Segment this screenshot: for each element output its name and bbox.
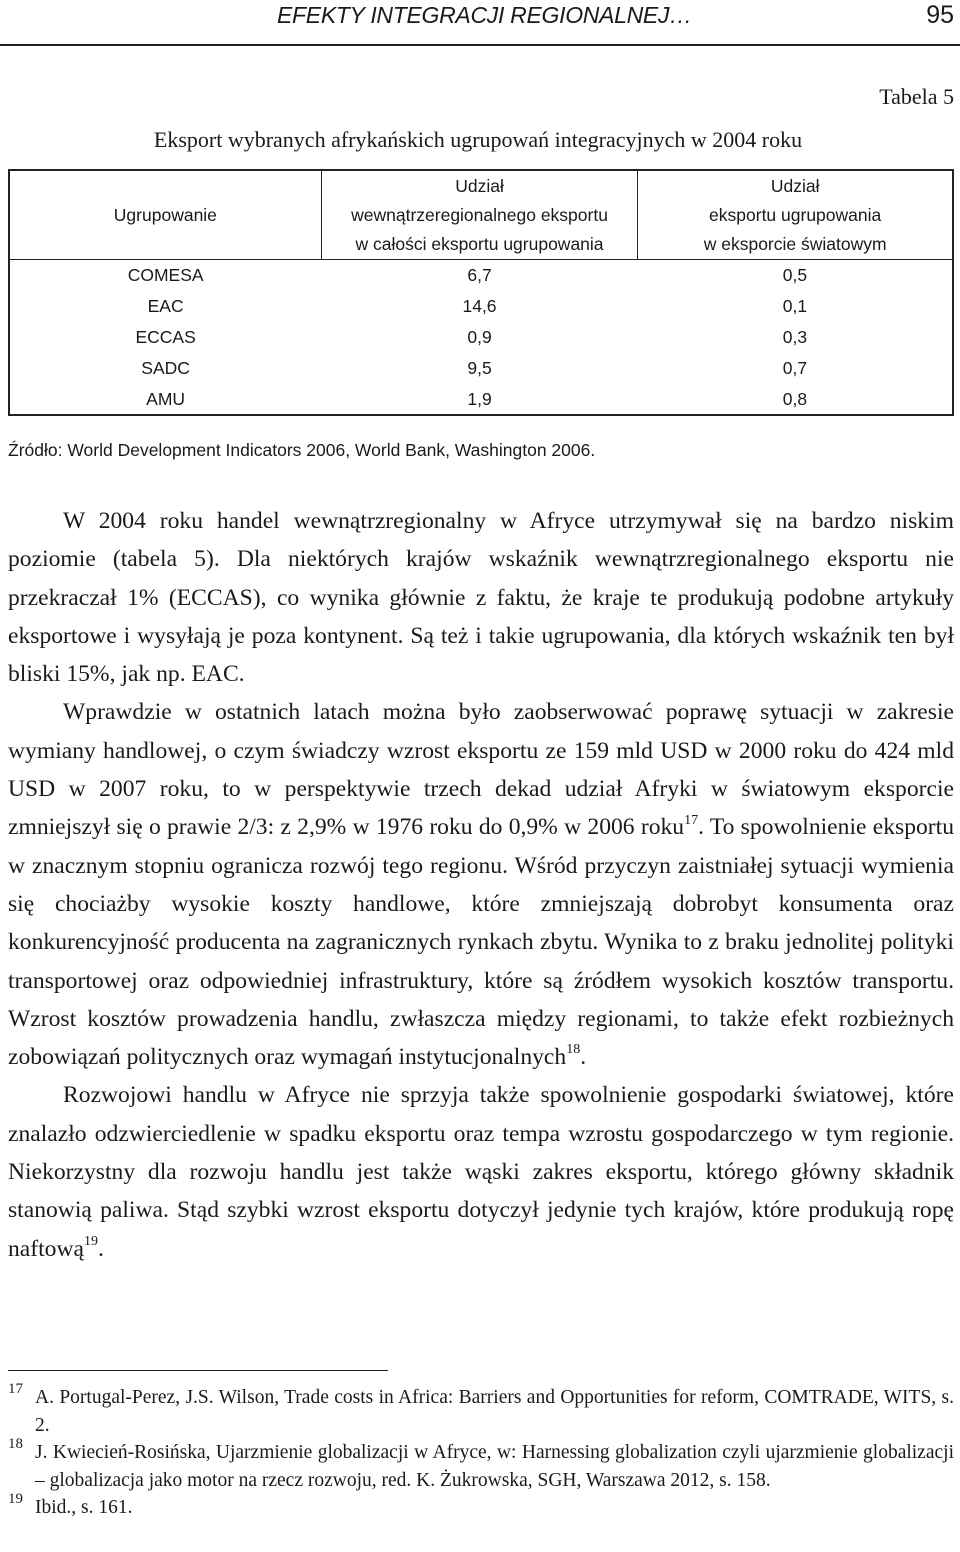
footnote-ref[interactable]: 19: [84, 1233, 98, 1249]
column-header-group: [9, 170, 321, 260]
table-cell: 0,3: [782, 326, 808, 347]
table-row: [9, 383, 953, 415]
table-title-text: Eksport wybranych afrykańskich ugrupowań integracyjnych w 2004 roku: [153, 127, 803, 152]
table-source: Źródło: World Development Indicators 2006, World Bank, Washington 2006.: [8, 440, 596, 460]
table-row: [9, 322, 953, 353]
footnote-text: A. Portugal-Perez, J.S. Wilson, Trade costs in Africa: Barriers and Opportunities for reform, COMTRADE, WITS, s. 2.: [35, 1387, 954, 1436]
table-cell: 0,1: [782, 296, 808, 317]
paragraph-text: .: [580, 1044, 587, 1071]
footnote: [8, 1381, 954, 1439]
column-header-world-share: [638, 170, 953, 260]
page-number: 95: [926, 1, 954, 29]
paragraph: [8, 693, 954, 1076]
footnote: [8, 1491, 954, 1522]
table-cell: 1,9: [467, 388, 492, 409]
table-cell: SADC: [141, 357, 190, 378]
table-cell: ECCAS: [135, 326, 196, 347]
paragraph-text: W 2004 roku handel wewnątrzregionalny w Afryce utrzymywał się na bardzo niskim poziomie (tabela 5). Dla niektórych krajów wskaźnik wewnątrzregionalnego eksportu nie przekraczał 1% (ECCAS), co wynika głównie z faktu, że kraje te produkują podobne artykuły eksportowe i wysyłają je poza kontynent. Są też i takie ugrupowania, dla których wskaźnik ten był bliski 15%, jak np. EAC.: [8, 508, 954, 688]
table-cell: 0,5: [782, 265, 808, 286]
footnote-ref[interactable]: 17: [684, 812, 699, 828]
column-header-line: Udział: [455, 175, 504, 196]
paragraph-text: . To spowolnienie eksportu w znacznym stopniu ogranicza rozwój tego regionu. Wśród przyczyn zaistniałej sytuacji wymienia się chociażby wysokie koszty handlowe, które zmniejszają dobrobyt konsumenta oraz konkurencyjność producenta na zagranicznych rynkach zbytu. Wynika to z braku jednolitej polityki transportowej oraz odpowiedniej infrastruktury, które są źródłem wysokich kosztów transportu. Wzrost kosztów prowadzenia handlu, zwłaszcza między regionami, to także efekt rozbieżnych zobowiązań politycznych oraz wymagań instytucjonalnych: [8, 814, 954, 1071]
table-title: [0, 126, 960, 154]
footnote-divider: [8, 1370, 388, 1371]
table-cell: 0,9: [467, 326, 492, 347]
footnote-number: 18: [8, 1436, 23, 1453]
table-cell: 6,7: [467, 265, 492, 286]
column-header-line: Ugrupowanie: [113, 204, 217, 225]
paragraph: [8, 1076, 954, 1267]
paragraph-text: Wprawdzie w ostatnich latach można było zaobserwować poprawę sytuacji w zakresie wymiany handlowej, o czym świadczy wzrost eksportu ze 159 mld USD w 2000 roku do 424 mld USD w 2007 roku, to w perspektywie trzech dekad udział Afryki w światowym eksporcie zmniejszył się o prawie 2/3: z 2,9% w 1976 roku do 0,9% w 2006 roku: [8, 699, 954, 841]
export-table: [8, 169, 954, 416]
column-header-line: wewnątrzeregionalnego eksportu: [351, 204, 608, 225]
column-header-line: w eksporcie światowym: [703, 233, 887, 254]
table-cell: 14,6: [462, 296, 497, 317]
paragraph-text: Rozwojowi handlu w Afryce nie sprzyja także spowolnienie gospodarki światowej, które znalazło odzwierciedlenie w spadku eksportu oraz tempa wzrostu gospodarczego w tym regionie. Niekorzystny dla rozwoju handlu jest także wąski zakres eksportu, którego główny składnik stanowią paliwa. Stąd szybki wzrost eksportu dotyczył jedynie tych krajów, które produkują ropę naftową: [8, 1082, 954, 1262]
paragraph: [8, 502, 954, 693]
table-cell: EAC: [147, 296, 184, 317]
table-row: [9, 291, 953, 322]
paragraph-text: .: [98, 1235, 104, 1262]
running-title: EFEKTY INTEGRACJI REGIONALNEJ…: [277, 2, 692, 28]
table-row: [9, 352, 953, 383]
column-header-intraregional: [321, 170, 638, 260]
footnote: [8, 1436, 954, 1494]
table-cell: 9,5: [467, 357, 492, 378]
footnote-number: 19: [8, 1491, 23, 1508]
column-header-line: w całości eksportu ugrupowania: [355, 233, 604, 254]
footnote-text: Ibid., s. 161.: [35, 1497, 133, 1519]
body-text: [8, 502, 954, 1268]
table-cell: 0,8: [782, 388, 808, 409]
page-header: [0, 0, 960, 46]
table-row: [9, 260, 953, 291]
footnote-ref[interactable]: 18: [566, 1042, 581, 1058]
table-cell: COMESA: [127, 265, 204, 286]
footnote-number: 17: [8, 1381, 23, 1397]
table-header-row: [9, 170, 953, 260]
column-header-line: eksportu ugrupowania: [709, 204, 882, 225]
table-label: Tabela 5: [879, 84, 954, 109]
table-cell: AMU: [146, 388, 186, 409]
footnotes: [8, 1381, 954, 1522]
footnote-text: J. Kwiecień-Rosińska, Ujarzmienie globalizacji w Afryce, w: Harnessing globalization czyli ujarzmienie globalizacji – globalizacja jako motor na rzecz rozwoju, red. K. Żukrowska, SGH, Warszawa 2012, s. 158.: [35, 1442, 954, 1491]
column-header-line: Udział: [770, 175, 820, 196]
table-cell: 0,7: [782, 357, 808, 378]
